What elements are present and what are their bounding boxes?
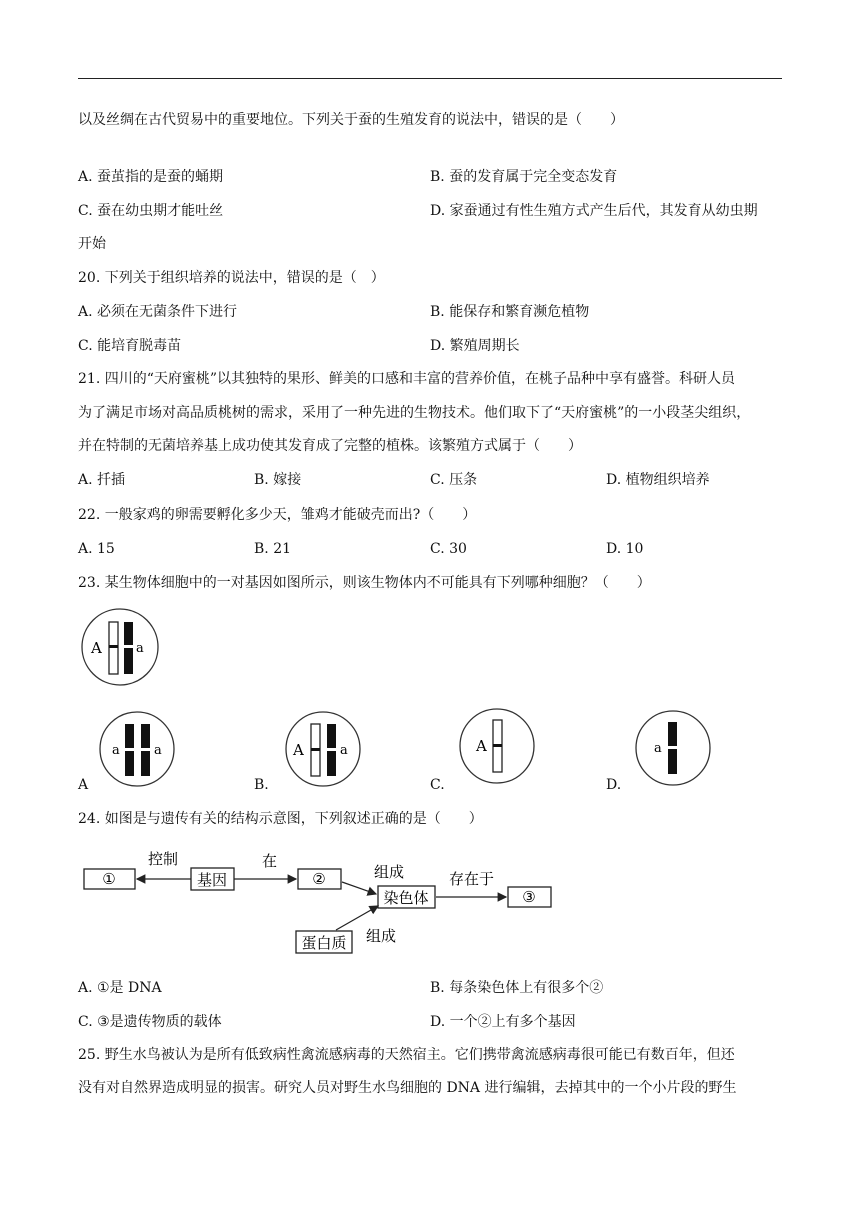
q22-option-c[interactable]: C. 30 [430, 541, 467, 557]
gene-label-a-recessive: a [136, 641, 144, 656]
q22-option-d[interactable]: D. 10 [606, 541, 644, 557]
diagram-gene-label: 基因 [196, 871, 228, 889]
q19-option-b[interactable]: B. 蚕的发育属于完全变态发育 [430, 169, 618, 185]
gene-locus [141, 748, 150, 751]
q20-option-b[interactable]: B. 能保存和繁育濒危植物 [430, 304, 590, 320]
diagram-box-3-label: ③ [522, 888, 536, 906]
diagram-protein-label: 蛋白质 [301, 934, 347, 952]
q22-option-b[interactable]: B. 21 [254, 541, 292, 557]
q19-option-a[interactable]: A. 蚕茧指的是蚕的蛹期 [78, 169, 224, 185]
label-exist-in: 存在于 [449, 870, 495, 888]
gene-label: a [340, 743, 348, 758]
gene-label: a [154, 743, 162, 758]
q23-reference-cell [78, 608, 164, 688]
q20-option-c[interactable]: C. 能培育脱毒苗 [78, 338, 182, 354]
q23-stem: 23. 某生物体细胞中的一对基因如图所示，则该生物体内不可能具有下列哪种细胞？（ ） [78, 575, 651, 591]
gene-label: a [112, 743, 120, 758]
q23-cell-option-d[interactable] [632, 708, 714, 788]
q20-option-d[interactable]: D. 繁殖周期长 [430, 338, 520, 354]
q24-stem: 24. 如图是与遗传有关的结构示意图，下列叙述正确的是（ ） [78, 811, 483, 827]
gene-label: A [293, 741, 304, 759]
label-compose-top: 组成 [374, 863, 405, 881]
q19-option-d-cont: 开始 [78, 236, 106, 252]
gene-locus [125, 748, 134, 751]
q21-stem-line: 21. 四川的“天府蜜桃”以其独特的果形、鲜美的口感和丰富的营养价值，在桃子品种中享有盛誉。科研人员 [78, 371, 736, 387]
q23-cell-option-c[interactable] [456, 706, 538, 786]
q24-option-c[interactable]: C. ③是遗传物质的载体 [78, 1014, 222, 1030]
q20-stem: 20. 下列关于组织培养的说法中，错误的是（ ） [78, 270, 385, 286]
gene-label: A [476, 737, 487, 755]
q21-option-c[interactable]: C. 压条 [430, 472, 478, 488]
q21-option-d[interactable]: D. 植物组织培养 [606, 472, 710, 488]
gene-locus [493, 744, 502, 747]
diagram-box-2-label: ② [312, 870, 326, 888]
q19-option-d[interactable]: D. 家蚕通过有性生殖方式产生后代，其发育从幼虫期 [430, 203, 758, 219]
q23-cell-option-a[interactable] [96, 710, 178, 788]
q23-option-a-label[interactable]: A [78, 777, 89, 793]
gene-locus [109, 645, 118, 648]
gene-label: a [654, 741, 662, 756]
q21-stem-line: 并在特制的无菌培养基上成功使其发育成了完整的植株。该繁殖方式属于（ ） [78, 438, 582, 454]
q21-option-b[interactable]: B. 嫁接 [254, 472, 302, 488]
q21-option-a[interactable]: A. 扦插 [78, 472, 126, 488]
q19-option-c[interactable]: C. 蚕在幼虫期才能吐丝 [78, 203, 224, 219]
header-rule [78, 78, 782, 79]
q25-stem-line: 25. 野生水鸟被认为是所有低致病性禽流感病毒的天然宿主。它们携带禽流感病毒很可能已有数百年，但还 [78, 1047, 735, 1063]
label-control: 控制 [148, 850, 179, 868]
label-in: 在 [262, 852, 278, 870]
gene-locus [327, 748, 336, 751]
q20-option-a[interactable]: A. 必须在无菌条件下进行 [78, 304, 238, 320]
q25-stem-line: 没有对自然界造成明显的损害。研究人员对野生水鸟细胞的 DNA 进行编辑，去掉其中的一个小片段的野生 [78, 1080, 737, 1096]
q22-stem: 22. 一般家鸡的卵需要孵化多少天，雏鸡才能破壳而出?（ ） [78, 507, 477, 523]
arrow-compose-top [342, 882, 376, 894]
q21-stem-line: 为了满足市场对高品质桃树的需求，采用了一种先进的生物技术。他们取下了“天府蜜桃”的一小段茎尖组织， [78, 405, 751, 421]
q22-option-a[interactable]: A. 15 [78, 541, 115, 557]
q24-option-a[interactable]: A. ①是 DNA [78, 980, 162, 996]
q23-cell-option-b[interactable] [282, 710, 364, 788]
gene-label-a-dominant: A [91, 639, 102, 657]
gene-locus [124, 645, 133, 648]
label-compose-bottom: 组成 [366, 927, 397, 945]
q23-option-d-label[interactable]: D. [606, 777, 622, 793]
q24-structure-diagram [78, 846, 558, 958]
diagram-box-1-label: ① [102, 870, 116, 888]
q19-stem-tail: 以及丝绸在古代贸易中的重要地位。下列关于蚕的生殖发育的说法中，错误的是（ ） [78, 112, 624, 128]
q24-option-d[interactable]: D. 一个②上有多个基因 [430, 1014, 576, 1030]
gene-locus [668, 746, 677, 749]
q23-option-b-label[interactable]: B. [254, 777, 269, 793]
gene-locus [311, 748, 320, 751]
q23-option-c-label[interactable]: C. [430, 777, 445, 793]
diagram-chromosome-label: 染色体 [383, 889, 429, 907]
q24-option-b[interactable]: B. 每条染色体上有很多个② [430, 980, 604, 996]
